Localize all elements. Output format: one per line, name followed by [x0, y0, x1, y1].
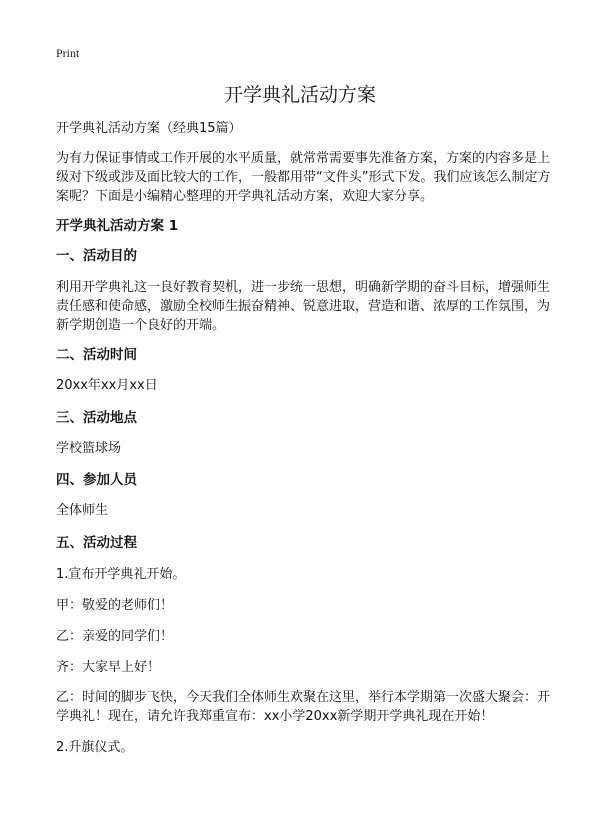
print-label: Print [56, 46, 80, 60]
paragraph-location: 学校篮球场 [56, 441, 122, 456]
process-line-4: 齐：大家早上好！ [56, 660, 161, 675]
heading-location: 三、活动地点 [56, 410, 137, 426]
process-line-5: 乙：时间的脚步飞快，今天我们全体师生欢聚在这里，举行本学期第一次盛大聚会：开学典礼！现在，请允许我郑重宣布：xx小学20xx新学期开学典礼现在开始！ [56, 690, 551, 724]
process-step-2: 2.升旗仪式。 [56, 740, 134, 755]
paragraph-participants: 全体师生 [56, 503, 109, 518]
heading-process: 五、活动过程 [56, 535, 137, 551]
process-line-3: 乙：亲爱的同学们！ [56, 629, 174, 644]
section-title: 开学典礼活动方案 1 [56, 218, 179, 234]
heading-purpose: 一、活动目的 [56, 248, 137, 264]
page-title: 开学典礼活动方案 [223, 84, 376, 106]
paragraph-purpose: 利用开学典礼这一良好教育契机，进一步统一思想，明确新学期的奋斗目标，增强师生责任感和使命感，激励全校师生振奋精神、锐意进取，营造和谐、浓厚的工作氛围，为新学期创造一个良好的开端。 [56, 280, 551, 333]
subtitle: 开学典礼活动方案（经典15篇） [56, 121, 242, 136]
heading-participants: 四、参加人员 [56, 472, 137, 488]
paragraph-time: 20xx年xx月xx日 [56, 378, 158, 393]
intro-paragraph: 为有力保证事情或工作开展的水平质量，就常常需要事先准备方案，方案的内容多是上级对下级或涉及面比较大的工作，一般都用带“文件头”形式下发。我们应该怎么制定方案呢？下面是小编精心整理的开学典礼活动方案，欢迎大家分享。 [56, 151, 551, 204]
heading-time: 二、活动时间 [56, 347, 137, 363]
process-step-1: 1.宣布开学典礼开始。 [56, 567, 186, 582]
process-line-2: 甲：敬爱的老师们！ [56, 598, 174, 613]
